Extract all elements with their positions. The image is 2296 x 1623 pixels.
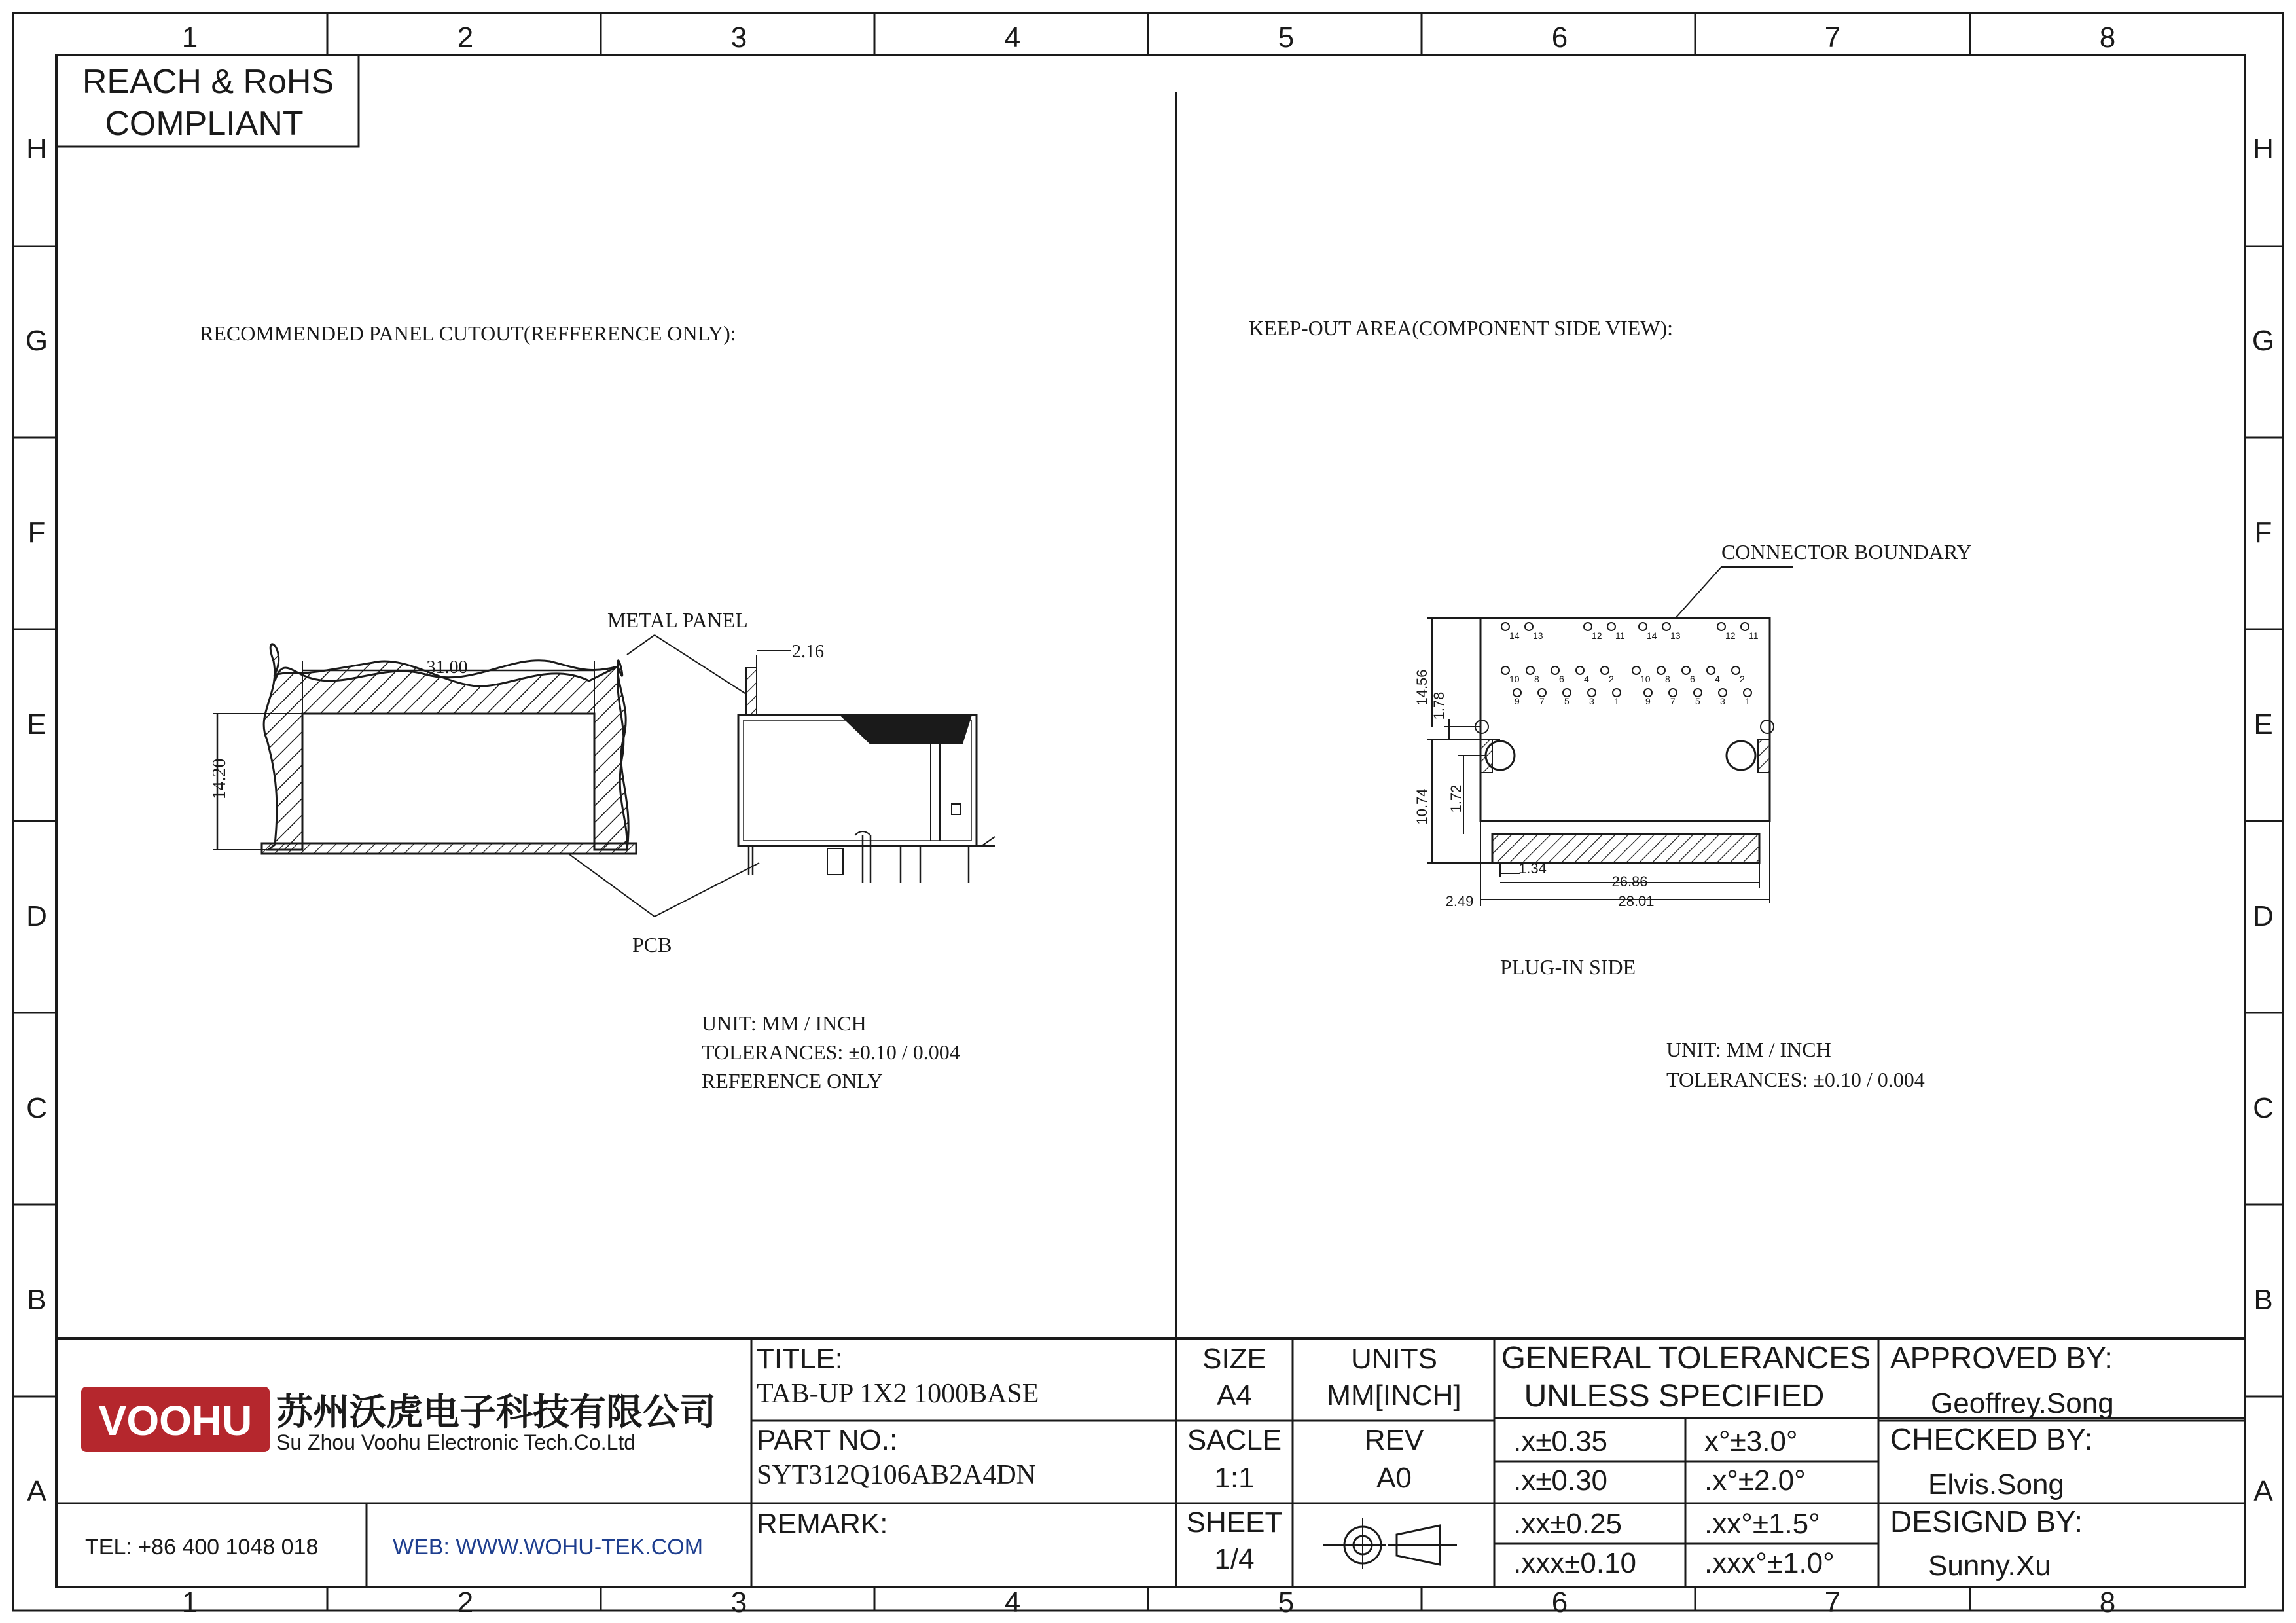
size-label: SIZE xyxy=(1202,1343,1266,1375)
tol-linear-1: .x±0.30 xyxy=(1513,1465,1608,1497)
company-name-en: Su Zhou Voohu Electronic Tech.Co.Ltd xyxy=(276,1431,636,1454)
pin-row-top xyxy=(1501,623,1759,641)
connector-boundary xyxy=(1480,618,1770,821)
pin-label-low-4: 3 xyxy=(1589,696,1594,706)
pin-label-mid-7: 8 xyxy=(1665,674,1670,684)
dim-1-34: 1.34 xyxy=(1518,860,1547,877)
zone-col-5: 5 xyxy=(1278,22,1295,54)
zone-row-f: F xyxy=(27,517,46,549)
dim-10-74: 10.74 xyxy=(1414,788,1430,825)
panel-cutout-view xyxy=(200,321,995,1093)
pin-label-low-6: 9 xyxy=(1645,696,1651,706)
left-note-reference: REFERENCE ONLY xyxy=(702,1069,883,1093)
connector-side-view xyxy=(738,642,995,883)
pin-label-mid-4: 4 xyxy=(1584,674,1589,684)
dim-cutout-width: 31.00 xyxy=(426,657,468,678)
zone-row-c-right: C xyxy=(2253,1092,2274,1124)
rev-label: REV xyxy=(1364,1424,1424,1456)
pin-label-mid-1: 10 xyxy=(1509,674,1520,684)
sheet-label: SHEET xyxy=(1186,1506,1283,1539)
part-no-label: PART NO.: xyxy=(757,1424,898,1456)
pin-label-mid-8: 6 xyxy=(1690,674,1695,684)
tolerance-header-1: GENERAL TOLERANCES xyxy=(1501,1341,1871,1376)
pin-label-low-1: 9 xyxy=(1515,696,1520,706)
pcb-label: PCB xyxy=(632,933,672,957)
zone-col-6-bottom: 6 xyxy=(1551,1586,1568,1618)
pin-label-low-3: 5 xyxy=(1564,696,1570,706)
zone-row-d-right: D xyxy=(2253,900,2274,932)
units-label: UNITS xyxy=(1351,1343,1437,1375)
zone-col-7-bottom: 7 xyxy=(1824,1586,1841,1618)
pin-label-low-7: 7 xyxy=(1670,696,1676,706)
tol-angle-3: .xxx°±1.0° xyxy=(1704,1547,1835,1579)
zone-row-e-right: E xyxy=(2253,708,2273,740)
units-value: MM[INCH] xyxy=(1327,1379,1462,1412)
zone-row-a: A xyxy=(27,1475,46,1507)
pcb-strip xyxy=(262,843,636,854)
zone-row-b: B xyxy=(27,1284,46,1316)
scale-value: 1:1 xyxy=(1214,1462,1255,1494)
pin-label-mid-6: 10 xyxy=(1640,674,1651,684)
zone-row-a-right: A xyxy=(2253,1475,2273,1507)
pin-label-top-2: 13 xyxy=(1533,630,1543,641)
checked-value: Elvis.Song xyxy=(1928,1468,2064,1501)
zone-row-d: D xyxy=(26,900,47,932)
zone-col-3-bottom: 3 xyxy=(730,1586,747,1618)
pin-label-mid-9: 4 xyxy=(1715,674,1720,684)
zone-row-g: G xyxy=(25,325,48,357)
compliance-box xyxy=(56,55,359,147)
approved-label: APPROVED BY: xyxy=(1890,1341,2113,1375)
pin-label-top-1: 14 xyxy=(1509,630,1520,641)
keep-out-heading: KEEP-OUT AREA(COMPONENT SIDE VIEW): xyxy=(1249,316,1673,340)
tol-linear-3: .xxx±0.10 xyxy=(1513,1547,1637,1579)
zone-row-f-right: F xyxy=(2254,517,2272,549)
zone-col-5-bottom: 5 xyxy=(1278,1586,1295,1618)
tolerance-header-2: UNLESS SPECIFIED xyxy=(1524,1379,1825,1413)
pin-label-top-4: 11 xyxy=(1615,630,1625,641)
compliance-line-2: COMPLIANT xyxy=(105,105,304,143)
pin-label-low-8: 5 xyxy=(1695,696,1700,706)
zone-col-6: 6 xyxy=(1551,22,1568,54)
zone-col-1-bottom: 1 xyxy=(181,1586,198,1618)
title-block xyxy=(56,1338,2245,1587)
left-note-tolerance: TOLERANCES: ±0.10 / 0.004 xyxy=(702,1040,960,1064)
keep-out-strip xyxy=(1492,834,1759,863)
company-web: WEB: WWW.WOHU-TEK.COM xyxy=(393,1535,704,1559)
zone-col-8-bottom: 8 xyxy=(2099,1586,2116,1618)
zone-row-c: C xyxy=(26,1092,47,1124)
pin-label-mid-3: 6 xyxy=(1559,674,1564,684)
zone-row-g-right: G xyxy=(2251,325,2275,357)
company-tel: TEL: +86 400 1048 018 xyxy=(85,1535,319,1559)
metal-panel-label: METAL PANEL xyxy=(607,608,748,632)
tol-linear-0: .x±0.35 xyxy=(1513,1425,1608,1457)
tol-angle-1: .x°±2.0° xyxy=(1704,1465,1806,1497)
pin-label-top-7: 12 xyxy=(1725,630,1736,641)
zone-row-h: H xyxy=(26,133,47,165)
zone-col-3: 3 xyxy=(730,22,747,54)
pin-label-low-10: 1 xyxy=(1745,696,1750,706)
compliance-line-1: REACH & RoHS xyxy=(82,63,334,101)
mount-hole-right xyxy=(1727,741,1755,770)
title-value: TAB-UP 1X2 1000BASE xyxy=(757,1379,1039,1409)
pin-label-mid-10: 2 xyxy=(1740,674,1745,684)
pin-label-low-5: 1 xyxy=(1614,696,1619,706)
rev-value: A0 xyxy=(1376,1462,1412,1494)
panel-cutout-heading: RECOMMENDED PANEL CUTOUT(REFFERENCE ONLY): xyxy=(200,321,736,345)
pin-label-low-9: 3 xyxy=(1720,696,1725,706)
left-note-unit: UNIT: MM / INCH xyxy=(702,1012,867,1035)
pin-marker-right xyxy=(1761,720,1774,733)
dim-1-78: 1.78 xyxy=(1431,691,1447,720)
pin-label-top-6: 13 xyxy=(1670,630,1681,641)
plug-in-side-label: PLUG-IN SIDE xyxy=(1500,955,1636,979)
dim-2-49: 2.49 xyxy=(1445,893,1474,909)
pin-label-top-5: 14 xyxy=(1647,630,1657,641)
dim-panel-thickness: 2.16 xyxy=(792,642,824,662)
zone-row-e: E xyxy=(27,708,46,740)
right-note-tolerance: TOLERANCES: ±0.10 / 0.004 xyxy=(1666,1068,1925,1091)
zone-col-4: 4 xyxy=(1004,22,1021,54)
remark-label: REMARK: xyxy=(757,1508,888,1540)
right-note-unit: UNIT: MM / INCH xyxy=(1666,1038,1831,1061)
projection-symbol-icon xyxy=(1323,1518,1457,1569)
pin-label-low-2: 7 xyxy=(1539,696,1545,706)
dim-26-86: 26.86 xyxy=(1611,873,1648,890)
zone-col-2-bottom: 2 xyxy=(457,1586,474,1618)
sheet-value: 1/4 xyxy=(1214,1543,1255,1575)
zone-row-h-right: H xyxy=(2253,133,2274,165)
zone-col-8: 8 xyxy=(2099,22,2116,54)
zone-col-1: 1 xyxy=(181,22,198,54)
zone-row-b-right: B xyxy=(2253,1284,2273,1316)
company-name-cn: 苏州沃虎电子科技有限公司 xyxy=(276,1391,716,1432)
dim-1-72: 1.72 xyxy=(1448,784,1464,813)
pin-label-mid-2: 8 xyxy=(1534,674,1539,684)
checked-label: CHECKED BY: xyxy=(1890,1422,2093,1456)
part-no-value: SYT312Q106AB2A4DN xyxy=(757,1460,1037,1490)
pin-label-top-3: 12 xyxy=(1592,630,1602,641)
pin-label-top-8: 11 xyxy=(1749,630,1759,641)
tol-angle-2: .xx°±1.5° xyxy=(1704,1508,1820,1540)
dim-28-01: 28.01 xyxy=(1618,893,1655,909)
title-label: TITLE: xyxy=(757,1343,844,1375)
scale-label: SACLE xyxy=(1187,1424,1282,1456)
dim-14-56: 14.56 xyxy=(1414,669,1430,706)
zone-col-7: 7 xyxy=(1824,22,1841,54)
keep-out-view xyxy=(1249,316,1972,1091)
dim-cutout-height: 14.20 xyxy=(209,758,230,800)
zone-col-4-bottom: 4 xyxy=(1004,1586,1021,1618)
pin-row-low xyxy=(1513,689,1751,706)
company-logo-text: VOOHU xyxy=(98,1397,253,1444)
tol-angle-0: x°±3.0° xyxy=(1704,1425,1798,1457)
pin-row-mid xyxy=(1501,666,1745,684)
pin-label-mid-5: 2 xyxy=(1609,674,1614,684)
zone-col-2: 2 xyxy=(457,22,474,54)
tol-linear-2: .xx±0.25 xyxy=(1513,1508,1623,1540)
size-value: A4 xyxy=(1217,1379,1252,1412)
designed-label: DESIGND BY: xyxy=(1890,1504,2083,1539)
connector-boundary-label: CONNECTOR BOUNDARY xyxy=(1721,540,1972,564)
approved-value: Geoffrey.Song xyxy=(1931,1387,2114,1419)
designed-value: Sunny.Xu xyxy=(1928,1550,2051,1582)
